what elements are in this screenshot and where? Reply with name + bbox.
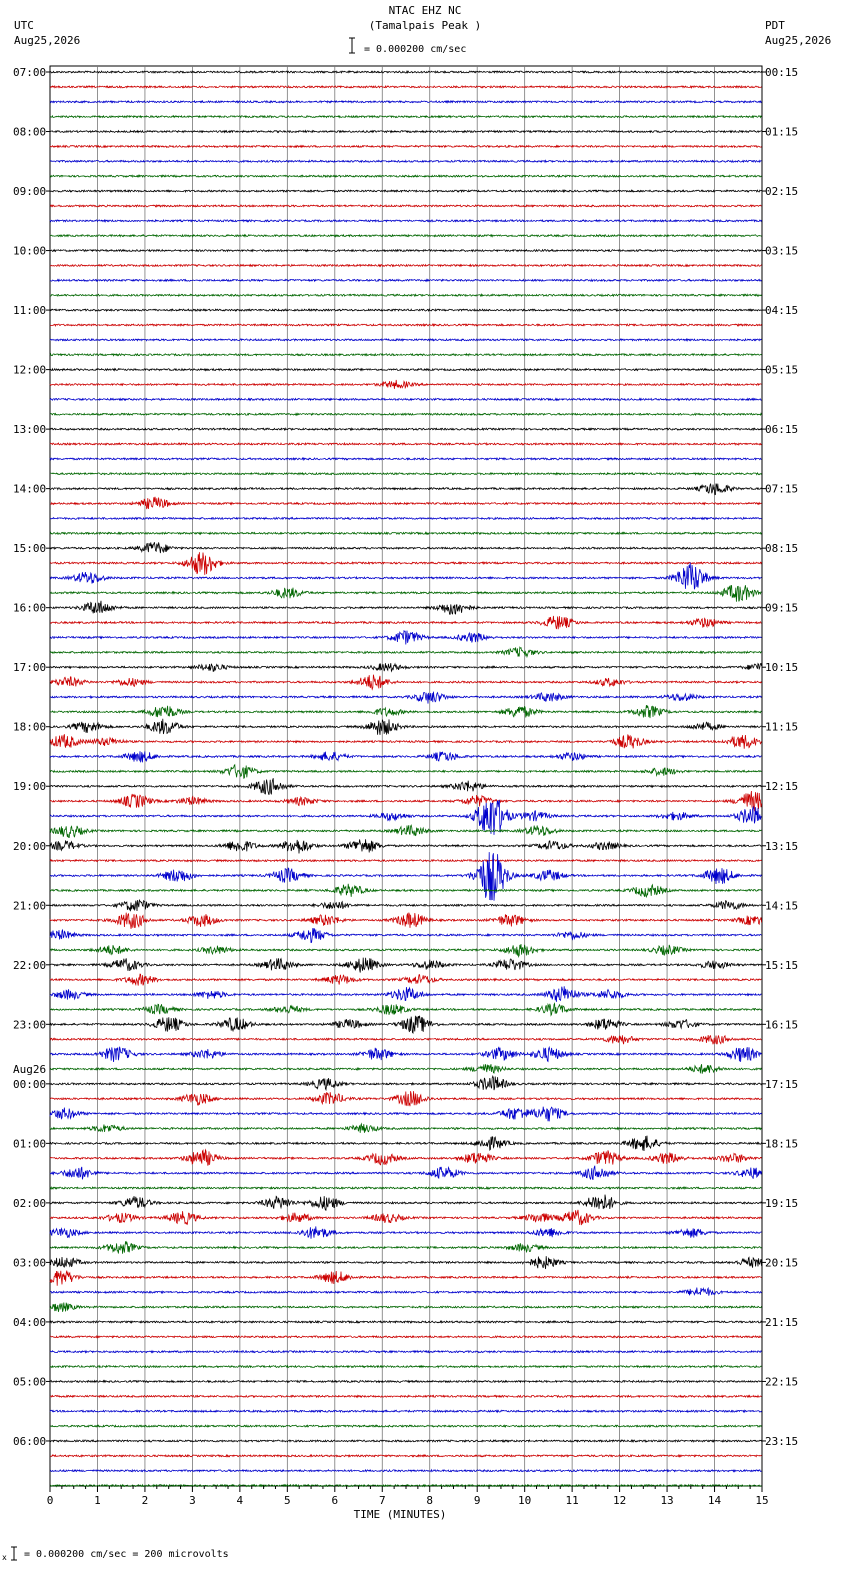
seismic-trace — [50, 944, 762, 957]
utc-hour-label: 04:00 — [13, 1315, 47, 1329]
seismic-trace — [50, 220, 762, 222]
pdt-hour-label: 10:15 — [765, 661, 799, 675]
seismic-trace — [50, 1336, 762, 1338]
seismic-trace — [50, 101, 762, 103]
seismic-trace — [50, 116, 762, 118]
seismic-trace — [50, 900, 762, 911]
utc-hour-label: 15:00 — [13, 542, 47, 556]
seismic-trace — [50, 913, 762, 929]
seismic-trace — [50, 265, 762, 267]
utc-hour-label: 01:00 — [13, 1137, 47, 1151]
seismic-trace — [50, 399, 762, 401]
seismic-trace — [50, 1150, 762, 1166]
x-tick-label: 4 — [236, 1494, 244, 1507]
seismic-trace — [50, 1241, 762, 1253]
utc-hour-label: 08:00 — [13, 125, 47, 139]
seismic-trace — [50, 692, 762, 704]
pdt-hour-label: 08:15 — [765, 542, 799, 556]
utc-hour-label: 00:00 — [13, 1077, 47, 1091]
utc-hour-label: 07:00 — [13, 66, 47, 79]
seismic-trace — [50, 974, 762, 986]
x-tick-label: 1 — [94, 1494, 101, 1507]
seismic-trace — [50, 1271, 762, 1286]
seismic-trace — [50, 825, 762, 837]
seismic-trace — [50, 458, 762, 460]
seismic-trace — [50, 235, 762, 237]
seismic-trace — [50, 279, 762, 281]
seismic-trace — [50, 354, 762, 356]
seismic-trace — [50, 1076, 762, 1090]
pdt-hour-label: 00:15 — [765, 66, 799, 79]
seismic-trace — [50, 884, 762, 897]
seismic-trace — [50, 616, 762, 629]
seismic-trace — [50, 443, 762, 445]
utc-hour-label: 16:00 — [13, 601, 47, 615]
pdt-hour-label: 09:15 — [765, 601, 799, 615]
seismic-trace — [50, 778, 762, 795]
seismic-trace — [50, 1425, 762, 1427]
seismic-trace — [50, 1195, 762, 1211]
right-timezone: PDT — [765, 19, 785, 32]
seismic-trace — [50, 1166, 762, 1180]
pdt-hour-label: 06:15 — [765, 423, 799, 437]
seismic-trace — [50, 601, 762, 614]
seismic-trace — [50, 1136, 762, 1151]
seismic-trace — [50, 250, 762, 252]
station-title: NTAC EHZ NC — [388, 4, 462, 17]
seismic-trace — [50, 309, 762, 311]
left-timezone: UTC — [14, 19, 34, 32]
seismic-trace — [50, 734, 762, 748]
seismic-trace — [50, 675, 762, 690]
pdt-hour-label: 03:15 — [765, 244, 799, 258]
utc-hour-label: 19:00 — [13, 780, 47, 794]
seismic-trace — [50, 497, 762, 509]
utc-hour-label: 05:00 — [13, 1375, 47, 1389]
seismic-trace — [50, 663, 762, 671]
x-tick-label: 14 — [707, 1494, 722, 1507]
seismic-trace — [50, 518, 762, 520]
utc-hour-label: 11:00 — [13, 304, 47, 318]
pdt-hour-label: 04:15 — [765, 304, 799, 318]
seismic-trace — [50, 860, 762, 862]
utc-hour-label: 09:00 — [13, 185, 47, 199]
right-date: Aug25,2026 — [765, 34, 832, 47]
seismic-trace — [50, 928, 762, 942]
x-tick-label: 12 — [612, 1494, 627, 1507]
seismic-trace — [50, 324, 762, 326]
pdt-hour-label: 12:15 — [765, 780, 799, 794]
seismic-trace — [50, 1091, 762, 1106]
x-tick-label: 15 — [755, 1494, 769, 1507]
pdt-hour-label: 18:15 — [765, 1137, 799, 1151]
x-axis-label: TIME (MINUTES) — [353, 1508, 447, 1521]
seismic-trace — [50, 1381, 762, 1383]
utc-hour-label: 22:00 — [13, 958, 47, 972]
plot-frame — [50, 66, 762, 1486]
left-date: Aug25,2026 — [14, 34, 81, 47]
seismic-trace — [50, 71, 762, 73]
seismic-trace — [50, 1455, 762, 1457]
seismic-trace — [50, 631, 762, 645]
utc-hour-label: 20:00 — [13, 839, 47, 853]
seismic-trace — [50, 146, 762, 148]
pdt-hour-label: 01:15 — [765, 125, 799, 139]
utc-hour-label: 12:00 — [13, 363, 47, 377]
seismic-trace — [50, 1288, 762, 1296]
seismic-trace — [50, 369, 762, 371]
seismic-trace — [50, 705, 762, 718]
pdt-hour-label: 15:15 — [765, 958, 799, 972]
seismic-trace — [50, 1351, 762, 1353]
pdt-hour-label: 20:15 — [765, 1256, 799, 1270]
seismic-trace — [50, 1321, 762, 1323]
seismic-trace — [50, 1124, 762, 1133]
x-tick-label: 2 — [141, 1494, 149, 1507]
utc-hour-label: 02:00 — [13, 1196, 47, 1210]
date-change-label: Aug26 — [13, 1062, 47, 1076]
utc-hour-label: 06:00 — [13, 1434, 47, 1448]
seismic-trace — [50, 791, 762, 811]
pdt-hour-label: 14:15 — [765, 899, 799, 913]
seismic-trace — [50, 428, 762, 430]
seismic-trace — [50, 532, 762, 534]
seismic-trace — [50, 1226, 762, 1238]
seismic-trace — [50, 473, 762, 475]
seismic-trace — [50, 484, 762, 495]
seismic-trace — [50, 1016, 762, 1033]
pdt-hour-label: 17:15 — [765, 1077, 799, 1091]
seismic-trace — [50, 339, 762, 341]
x-tick-label: 3 — [189, 1494, 196, 1507]
seismic-trace — [50, 563, 762, 590]
seismic-trace — [50, 585, 762, 602]
seismic-trace — [50, 839, 762, 853]
seismic-trace — [50, 1107, 762, 1122]
seismic-trace — [50, 1004, 762, 1016]
seismic-trace — [50, 160, 762, 162]
seismic-trace — [50, 542, 762, 553]
seismic-trace — [50, 1210, 762, 1225]
x-tick-label: 11 — [565, 1494, 579, 1507]
seismic-trace — [50, 175, 762, 177]
seismic-trace — [50, 413, 762, 415]
utc-hour-label: 13:00 — [13, 423, 47, 437]
utc-hour-label: 10:00 — [13, 244, 47, 258]
seismic-trace — [50, 1047, 762, 1062]
seismic-trace — [50, 1064, 762, 1074]
seismic-trace — [50, 190, 762, 192]
utc-hour-label: 18:00 — [13, 720, 47, 734]
seismic-trace — [50, 958, 762, 973]
utc-hour-label: 14:00 — [13, 482, 47, 496]
pdt-hour-label: 07:15 — [765, 482, 799, 496]
footer-scale-text: = 0.000200 cm/sec = 200 microvolts — [24, 1549, 229, 1560]
seismic-trace — [50, 1410, 762, 1412]
seismic-trace — [50, 205, 762, 207]
x-tick-label: 9 — [473, 1494, 481, 1507]
utc-hour-label: 21:00 — [13, 899, 47, 913]
svg-text:x: x — [2, 1553, 7, 1562]
seismic-trace — [50, 1035, 762, 1044]
seismic-trace — [50, 294, 762, 296]
seismic-trace — [50, 986, 762, 1002]
x-tick-label: 13 — [660, 1494, 674, 1507]
pdt-hour-label: 19:15 — [765, 1196, 799, 1210]
utc-hour-label: 23:00 — [13, 1018, 47, 1032]
seismic-trace — [50, 1256, 762, 1269]
pdt-hour-label: 21:15 — [765, 1315, 799, 1329]
x-tick-label: 5 — [284, 1494, 291, 1507]
x-tick-label: 8 — [426, 1494, 434, 1507]
x-tick-label: 7 — [378, 1494, 386, 1507]
pdt-hour-label: 23:15 — [765, 1434, 799, 1448]
seismic-trace — [50, 647, 762, 656]
seismic-trace — [50, 1440, 762, 1442]
pdt-hour-label: 02:15 — [765, 185, 799, 199]
seismic-trace — [50, 552, 762, 575]
seismic-trace — [50, 131, 762, 133]
utc-hour-label: 17:00 — [13, 661, 47, 675]
seismic-trace — [50, 719, 762, 735]
seismic-trace — [50, 380, 762, 389]
seismic-trace — [50, 1395, 762, 1397]
x-tick-label: 10 — [518, 1494, 532, 1507]
seismic-trace — [50, 1187, 762, 1189]
seismic-trace — [50, 86, 762, 88]
site-name: (Tamalpais Peak ) — [368, 19, 482, 32]
pdt-hour-label: 11:15 — [765, 720, 799, 734]
x-tick-label: 6 — [331, 1494, 339, 1507]
seismic-trace — [50, 1366, 762, 1368]
seismic-trace — [50, 1303, 762, 1312]
utc-hour-label: 03:00 — [13, 1256, 47, 1270]
pdt-hour-label: 22:15 — [765, 1375, 799, 1389]
seismic-trace — [50, 765, 762, 778]
seismic-trace — [50, 1470, 762, 1472]
x-tick-label: 0 — [46, 1494, 54, 1507]
pdt-hour-label: 13:15 — [765, 839, 799, 853]
header-scale-text: = 0.000200 cm/sec — [364, 44, 467, 55]
seismic-trace — [50, 751, 762, 762]
pdt-hour-label: 05:15 — [765, 363, 799, 377]
pdt-hour-label: 16:15 — [765, 1018, 799, 1032]
